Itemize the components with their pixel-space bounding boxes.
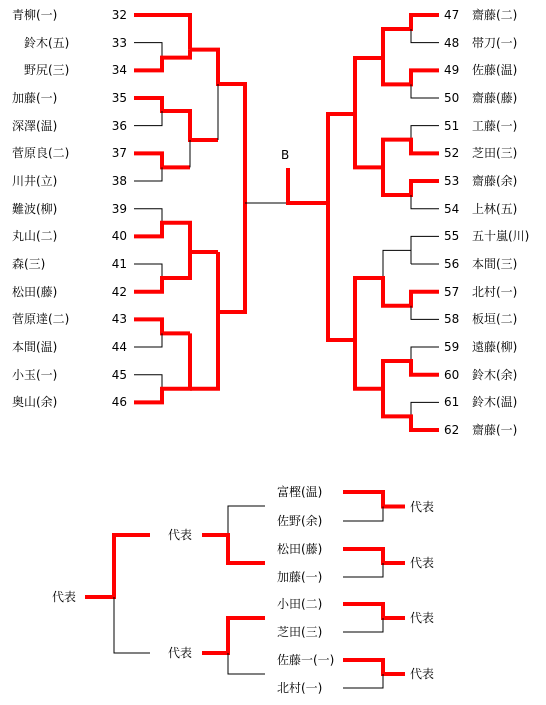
right-player-name: 板垣(二)	[472, 312, 518, 327]
bottom-r1-line	[343, 549, 405, 563]
bottom-line	[343, 674, 383, 688]
right-player-name: 本間(三)	[472, 257, 518, 272]
right-player-seed: 49	[444, 63, 460, 78]
left-r1-line	[134, 252, 218, 292]
bottom-player-name: 松田(藤)	[277, 542, 323, 556]
right-player-name: 齋藤(藤)	[472, 91, 518, 105]
final-label: 代表	[52, 590, 77, 604]
right-player-seed: 50	[444, 91, 460, 105]
left-player-name: 松田(藤)	[12, 284, 58, 299]
left-line	[134, 111, 162, 126]
right-player-name: 齋藤(余)	[472, 174, 518, 189]
left-player-name: 鈴木(五)	[24, 35, 70, 50]
left-player-seed: 38	[111, 174, 127, 189]
left-player-name: 菅原良(二)	[12, 146, 70, 161]
right-player-seed: 54	[444, 201, 460, 216]
bottom-winner-label: 代表	[410, 499, 435, 514]
bottom-r1-line	[343, 660, 405, 674]
right-line	[411, 402, 439, 430]
bottom-r1-line	[343, 604, 405, 618]
left-line	[134, 375, 162, 403]
left-player-seed: 32	[111, 8, 127, 22]
semi-label: 代表	[168, 646, 193, 660]
left-player-name: 丸山(二)	[12, 229, 58, 244]
right-player-seed: 59	[444, 340, 460, 355]
left-player-name: 菅原達(二)	[12, 312, 70, 327]
bottom-player-name: 芝田(三)	[277, 625, 323, 639]
right-player-name: 帯刀(一)	[472, 35, 518, 50]
left-player-name: 奥山(余)	[12, 395, 58, 410]
left-line	[134, 167, 162, 181]
left-player-seed: 35	[111, 91, 127, 105]
left-player-name: 難波(柳)	[12, 201, 58, 216]
bottom-line	[114, 597, 150, 653]
right-player-seed: 57	[444, 284, 460, 299]
bottom-line	[343, 618, 383, 632]
bottom-winner-label: 代表	[410, 556, 435, 570]
left-line	[134, 43, 162, 71]
bottom-final-line	[85, 535, 150, 597]
right-player-name: 工藤(一)	[472, 118, 518, 133]
right-line	[383, 250, 411, 291]
left-r1-line	[134, 98, 218, 140]
left-line	[134, 333, 162, 347]
right-line	[411, 84, 439, 98]
bottom-player-name: 富樫(温)	[277, 485, 323, 499]
right-line	[411, 195, 439, 209]
left-player-name: 野尻(三)	[24, 63, 70, 78]
bottom-winner-label: 代表	[410, 667, 435, 681]
right-player-seed: 60	[444, 367, 460, 382]
right-player-name: 齋藤(二)	[472, 8, 518, 22]
left-line	[134, 264, 162, 292]
bottom-player-name: 小田(二)	[277, 597, 323, 611]
left-player-seed: 41	[111, 257, 127, 272]
right-player-seed: 58	[444, 312, 460, 327]
right-player-name: 鈴木(余)	[472, 367, 518, 382]
right-player-seed: 62	[444, 423, 460, 438]
semi-label: 代表	[168, 528, 193, 542]
bottom-line	[202, 506, 265, 535]
bottom-line	[343, 507, 383, 522]
left-player-seed: 40	[111, 229, 127, 244]
left-player-seed: 46	[111, 395, 127, 410]
left-r2-line	[190, 312, 218, 389]
right-player-name: 佐藤(温)	[472, 63, 518, 78]
left-player-name: 加藤(一)	[12, 91, 58, 105]
bottom-line	[343, 563, 383, 577]
left-r1-line	[134, 153, 190, 167]
left-player-seed: 44	[111, 340, 127, 355]
left-player-name: 本間(温)	[12, 340, 58, 355]
right-r1-line	[288, 15, 439, 203]
bottom-r1-line	[343, 492, 405, 507]
bottom-line	[228, 653, 265, 674]
right-player-seed: 52	[444, 146, 460, 161]
left-player-seed: 45	[111, 367, 127, 382]
bottom-player-name: 北村(一)	[277, 681, 323, 695]
bottom-winner-label: 代表	[410, 611, 435, 625]
left-player-seed: 36	[111, 118, 127, 133]
bottom-r2-line	[202, 535, 265, 563]
left-player-seed: 39	[111, 201, 127, 216]
right-player-name: 上林(五)	[472, 201, 518, 216]
left-player-name: 小玉(一)	[12, 367, 58, 382]
bottom-player-name: 佐藤一(一)	[277, 653, 335, 667]
left-line	[134, 209, 162, 237]
right-line	[411, 347, 439, 375]
right-line	[411, 126, 439, 140]
right-player-name: 齋藤(一)	[472, 423, 518, 438]
right-line	[411, 306, 439, 320]
right-player-name: 北村(一)	[472, 284, 518, 299]
left-r1-line	[134, 223, 190, 264]
right-r1-line	[355, 114, 439, 167]
left-player-seed: 37	[111, 146, 127, 161]
right-player-seed: 53	[444, 174, 460, 189]
right-line	[411, 29, 439, 43]
right-player-seed: 47	[444, 8, 460, 22]
right-player-seed: 55	[444, 229, 460, 244]
left-player-seed: 34	[111, 63, 127, 78]
bottom-r2-line	[202, 618, 265, 653]
center-label-b: B	[281, 148, 290, 162]
right-player-name: 鈴木(温)	[472, 395, 518, 410]
left-r1-line	[134, 319, 190, 333]
right-line	[411, 236, 439, 264]
left-player-seed: 42	[111, 284, 127, 299]
right-player-name: 遠藤(柳)	[472, 340, 518, 355]
right-player-seed: 48	[444, 35, 460, 50]
left-player-name: 川井(立)	[12, 174, 58, 189]
right-player-name: 芝田(三)	[472, 146, 518, 161]
left-player-name: 青柳(一)	[12, 8, 58, 22]
right-player-seed: 56	[444, 257, 460, 272]
right-player-seed: 61	[444, 395, 460, 410]
left-player-name: 深澤(温)	[12, 118, 58, 133]
right-player-seed: 51	[444, 118, 460, 133]
bottom-player-name: 佐野(余)	[277, 514, 323, 528]
left-player-seed: 43	[111, 312, 127, 327]
bottom-player-name: 加藤(一)	[277, 570, 323, 584]
right-r1-line	[383, 58, 439, 84]
right-player-name: 五十嵐(川)	[472, 229, 530, 244]
left-r2-line	[218, 203, 245, 312]
left-player-seed: 33	[111, 35, 127, 50]
left-player-name: 森(三)	[12, 257, 46, 272]
